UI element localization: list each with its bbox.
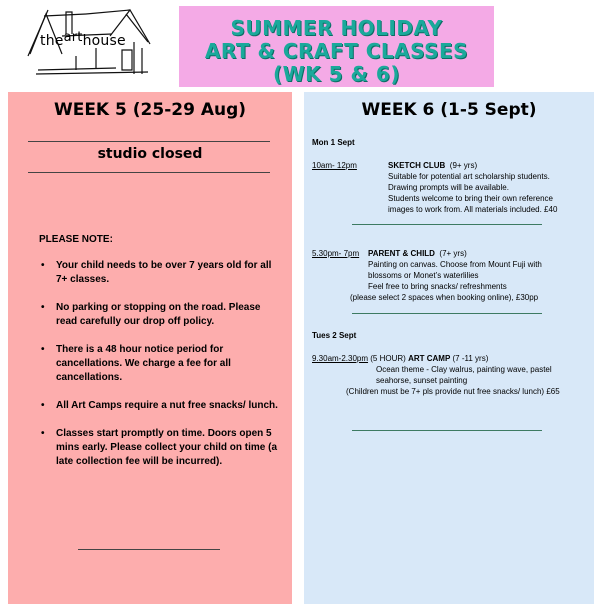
note-text: Classes start promptly on time. Doors open 5 mins early. Please collect your child on time (a late collection fee will be incurred).	[56, 428, 278, 467]
class-name: PARENT & CHILD	[368, 249, 435, 258]
class-desc: (please select 2 spaces when booking online), £30pp	[350, 293, 539, 302]
the-art-house-logo	[26, 4, 156, 82]
class-title	[388, 160, 477, 171]
class-desc: Feel free to bring snacks/ refreshments	[368, 282, 507, 291]
divider	[78, 549, 220, 550]
week5-title: WEEK 5 (25-29 Aug)	[53, 100, 247, 120]
bullet-icon: •	[41, 428, 45, 439]
list-item	[38, 343, 278, 385]
banner-line-1: SUMMER HOLIDAY	[230, 16, 443, 40]
week5-status: studio closed	[97, 146, 203, 162]
logo-wordmark	[40, 31, 126, 49]
divider	[352, 224, 542, 225]
day-heading: Mon 1 Sept	[312, 138, 355, 147]
note-text: All Art Camps require a nut free snacks/ lunch.	[56, 400, 278, 411]
class-name: SKETCH CLUB	[388, 161, 446, 170]
logo-the: the	[40, 33, 64, 49]
class-desc: Suitable for potential art scholarship students.	[388, 172, 550, 181]
class-age: (7 -11 yrs)	[452, 354, 489, 363]
class-desc: Ocean theme - Clay walrus, painting wave, pastel	[376, 365, 552, 374]
note-text: Your child needs to be over 7 years old for all 7+ classes.	[56, 260, 272, 285]
class-desc: seahorse, sunset painting	[376, 376, 468, 385]
week6-title: WEEK 6 (1-5 Sept)	[361, 100, 537, 120]
class-desc: Drawing prompts will be available.	[388, 183, 509, 192]
class-title	[368, 248, 467, 259]
title-banner	[179, 6, 494, 87]
class-age: (9+ yrs)	[449, 161, 478, 170]
class-desc: (Children must be 7+ pls provide nut free snacks/ lunch) £65	[346, 387, 560, 396]
class-time: 9.30am-2.30pm	[312, 354, 369, 363]
divider	[352, 430, 542, 431]
notes-list	[38, 259, 278, 483]
list-item	[38, 427, 278, 469]
note-heading: PLEASE NOTE:	[39, 234, 113, 245]
banner-line-2: ART & CRAFT CLASSES	[204, 39, 469, 63]
list-item	[38, 259, 278, 287]
class-name: ART CAMP	[408, 354, 451, 363]
class-time: 10am- 12pm	[312, 161, 357, 170]
class-title	[312, 353, 488, 364]
class-desc: images to work from. All materials included. £40	[388, 205, 558, 214]
class-time: 5.30pm- 7pm	[312, 249, 360, 258]
class-desc: blossoms or Monet’s waterlilies	[368, 271, 479, 280]
bullet-icon: •	[41, 344, 45, 355]
class-age: (7+ yrs)	[439, 249, 467, 258]
class-hours: (5 HOUR)	[370, 354, 406, 363]
note-text: There is a 48 hour notice period for cancellations. We charge a fee for all cancellations.	[56, 344, 231, 383]
bullet-icon: •	[41, 260, 45, 271]
bullet-icon: •	[41, 400, 45, 411]
list-item	[38, 399, 278, 413]
list-item	[38, 301, 278, 329]
class-desc: Students welcome to bring their own reference	[388, 194, 553, 203]
banner-line-3: (WK 5 & 6)	[272, 62, 400, 86]
divider	[28, 172, 270, 173]
logo-house: house	[82, 33, 126, 49]
divider	[28, 141, 270, 142]
class-desc: Painting on canvas. Choose from Mount Fuji with	[368, 260, 542, 269]
week5-panel	[8, 92, 292, 604]
week6-panel	[304, 92, 594, 604]
bullet-icon: •	[41, 302, 45, 313]
day-heading: Tues 2 Sept	[312, 331, 357, 340]
note-text: No parking or stopping on the road. Please read carefully our drop off policy.	[56, 302, 261, 327]
logo-art: art	[63, 30, 83, 45]
divider	[352, 313, 542, 314]
